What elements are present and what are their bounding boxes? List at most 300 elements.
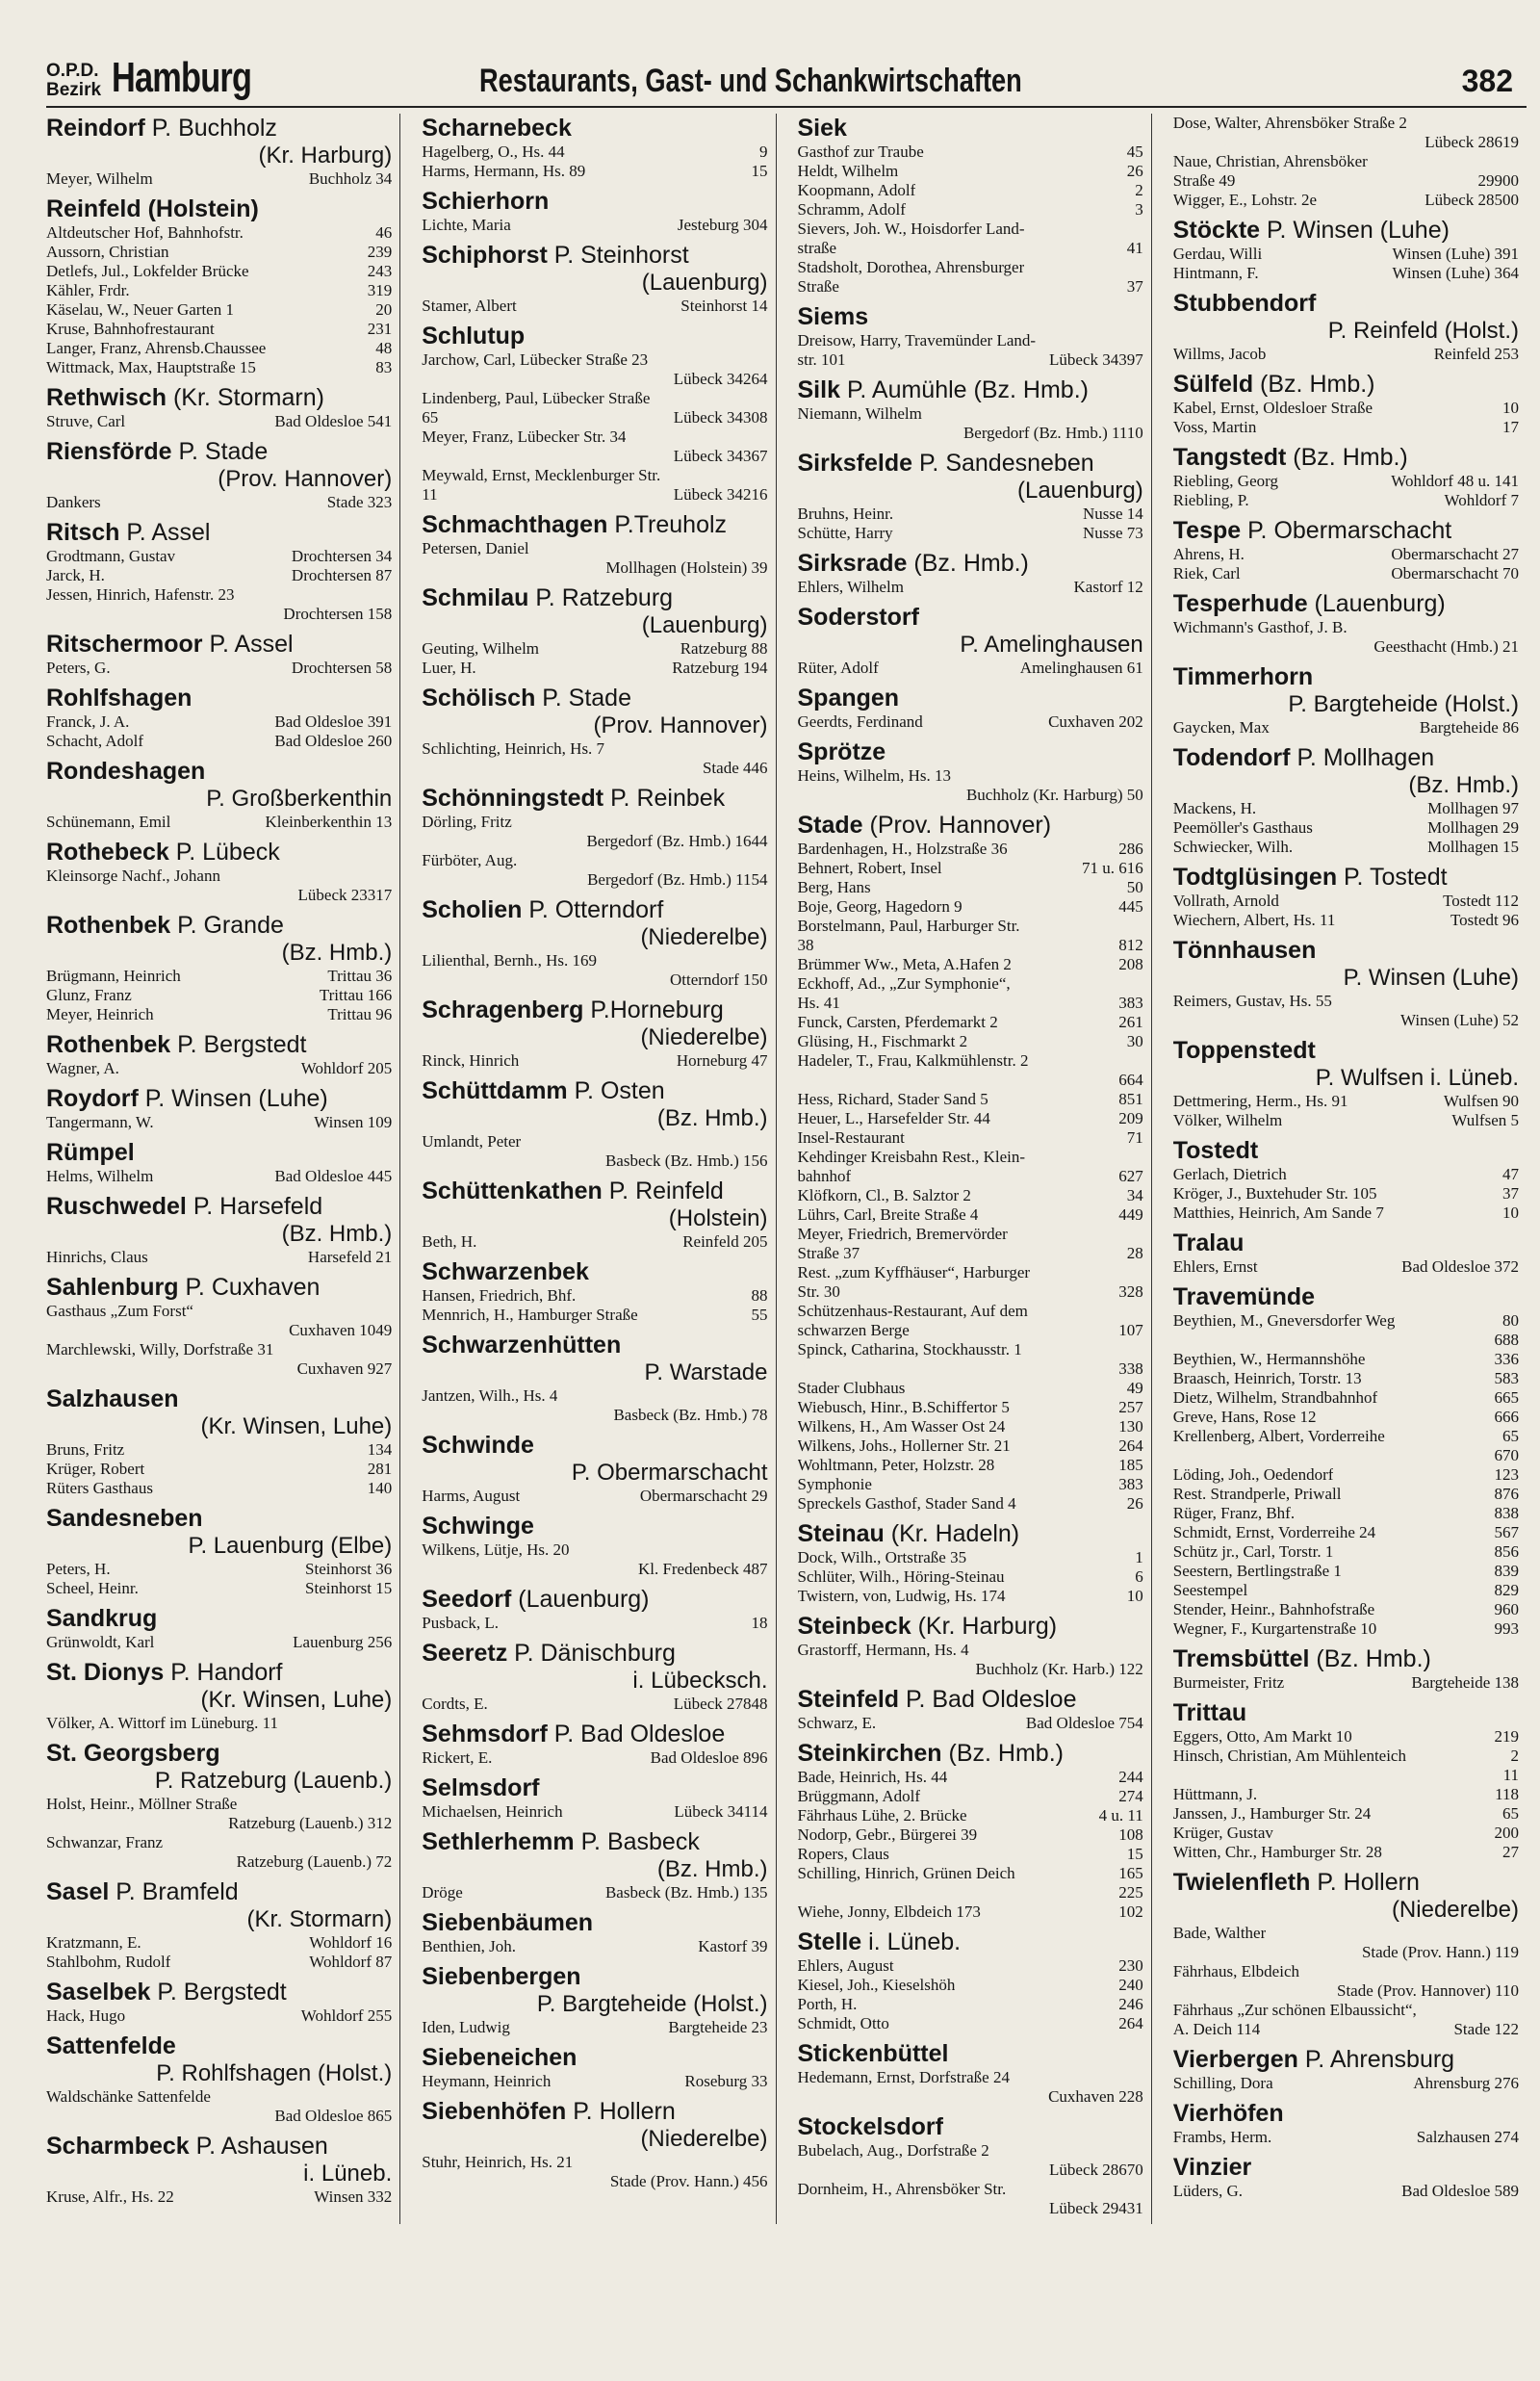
entry-name: Spreckels Gasthof, Stader Sand 4 bbox=[797, 1494, 1016, 1513]
post-office: P. Stade bbox=[178, 438, 269, 465]
entry-row bbox=[1173, 2074, 1519, 2093]
place-heading bbox=[422, 684, 767, 712]
post-office: P. Bergstedt bbox=[157, 1979, 287, 2006]
entry-value: 123 bbox=[1494, 1465, 1519, 1484]
post-office: P. Bramfeld bbox=[116, 1878, 239, 1905]
place-subheading: (Niederelbe) bbox=[1391, 1897, 1519, 1923]
entry-value: 231 bbox=[367, 320, 393, 338]
place-heading bbox=[798, 114, 1143, 142]
entry-name: Lührs, Carl, Breite Straße 4 bbox=[797, 1205, 979, 1224]
place-subheading: (Holstein) bbox=[668, 1205, 768, 1231]
place-section bbox=[1173, 589, 1519, 657]
entry-row bbox=[1173, 1785, 1519, 1804]
place-section bbox=[798, 1612, 1143, 1679]
place-section bbox=[422, 996, 767, 1071]
entry-name: Dietz, Wilhelm, Strandbahnhof bbox=[1172, 1388, 1378, 1407]
entry-value: 47 bbox=[1502, 1165, 1519, 1183]
entry-row bbox=[1173, 152, 1519, 171]
entry-name: 65 bbox=[422, 408, 439, 427]
entry-value: Tostedt 96 bbox=[1450, 911, 1519, 929]
entry-row bbox=[1173, 1350, 1519, 1369]
entry-name: Beythien, W., Hermannshöhe bbox=[1172, 1350, 1366, 1368]
place-name: Tremsbüttel bbox=[1172, 1645, 1310, 1672]
place-section bbox=[1173, 1868, 1519, 2039]
entry-name: Wittmack, Max, Hauptstraße 15 bbox=[46, 358, 256, 376]
place-section bbox=[798, 1519, 1143, 1606]
entry-row bbox=[798, 1714, 1143, 1733]
entry-name: Lüders, G. bbox=[1172, 2182, 1243, 2200]
entry-name: Klöfkorn, Cl., B. Salztor 2 bbox=[797, 1186, 971, 1204]
entry-name: Lichte, Maria bbox=[422, 216, 511, 234]
entry-row bbox=[798, 840, 1143, 859]
entry-row bbox=[798, 1825, 1143, 1845]
entry-row bbox=[798, 404, 1143, 424]
entry-value: Steinhorst 36 bbox=[305, 1560, 393, 1578]
entry-row bbox=[422, 1132, 767, 1152]
entry-value: 383 bbox=[1118, 1475, 1143, 1493]
post-office: (Bz. Hmb.) bbox=[1260, 371, 1375, 398]
entry-row bbox=[46, 1113, 392, 1132]
place-name: Seedorf bbox=[422, 1586, 512, 1613]
entry-name: Hintmann, F. bbox=[1172, 264, 1259, 282]
place-subheading: P. Amelinghausen bbox=[960, 632, 1143, 658]
entry-value: Obermarschacht 70 bbox=[1391, 564, 1519, 582]
entry-name: Bruns, Fritz bbox=[46, 1440, 125, 1459]
entry-row bbox=[1173, 799, 1519, 818]
entry-value: 71 u. 616 bbox=[1082, 859, 1143, 877]
place-heading bbox=[46, 1192, 392, 1221]
entry-value: Stade (Prov. Hann.) 119 bbox=[1361, 1943, 1519, 1961]
place-name: Schlutup bbox=[422, 323, 526, 349]
entry-name: Straße 37 bbox=[797, 1244, 860, 1262]
place-name: Tostedt bbox=[1172, 1137, 1259, 1164]
entry-value: Bad Oldesloe 754 bbox=[1025, 1714, 1143, 1732]
entry-value: 45 bbox=[1126, 142, 1143, 161]
column bbox=[422, 114, 776, 2224]
entry-value: Drochtersen 58 bbox=[291, 659, 393, 677]
entry-name: Langer, Franz, Ahrensb.Chaussee bbox=[46, 339, 267, 357]
entry-row bbox=[798, 142, 1143, 162]
place-heading bbox=[46, 630, 392, 659]
entry-name: Fährhaus „Zur schönen Elbaussicht“, bbox=[1172, 2001, 1417, 2019]
entry-value: Wohldorf 16 bbox=[309, 1933, 393, 1952]
post-office: P. Steinhorst bbox=[553, 242, 689, 269]
entry-name: Gerlach, Dietrich bbox=[1172, 1165, 1287, 1183]
place-heading bbox=[422, 1331, 767, 1359]
place-heading bbox=[422, 1512, 767, 1540]
entry-value: 208 bbox=[1118, 955, 1143, 973]
place-name: Schierhorn bbox=[422, 188, 550, 215]
place-heading bbox=[798, 2112, 1143, 2141]
post-office: P. Hollern bbox=[573, 2098, 676, 2125]
entry-row bbox=[1173, 1427, 1519, 1446]
entry-row bbox=[46, 986, 392, 1005]
entry-value: 200 bbox=[1494, 1824, 1519, 1842]
entry-name: Greve, Hans, Rose 12 bbox=[1172, 1408, 1317, 1426]
place-subheading: P. Lauenburg (Elbe) bbox=[188, 1533, 393, 1559]
entry-value: Wohldorf 205 bbox=[300, 1059, 393, 1077]
entry-value: Mollhagen 29 bbox=[1427, 818, 1519, 837]
entry-name: Dreisow, Harry, Travemünder Land- bbox=[797, 331, 1037, 349]
entry-name: 38 bbox=[797, 936, 814, 954]
place-section bbox=[46, 1138, 392, 1186]
entry-value: Bad Oldesloe 589 bbox=[1401, 2182, 1519, 2200]
entry-row bbox=[1173, 718, 1519, 738]
entry-value: 107 bbox=[1118, 1321, 1143, 1339]
entry-name: Stahlbohm, Rudolf bbox=[46, 1953, 171, 1971]
place-section bbox=[1173, 1698, 1519, 1862]
post-office: (Bz. Hmb.) bbox=[1316, 1645, 1431, 1672]
entry-row bbox=[1173, 1111, 1519, 1130]
entry-name: Schilling, Dora bbox=[1172, 2074, 1273, 2092]
place-heading bbox=[422, 1257, 767, 1286]
entry-row bbox=[798, 524, 1143, 543]
entry-row bbox=[798, 2068, 1143, 2087]
post-office: P. Hollern bbox=[1317, 1869, 1420, 1896]
entry-value: 812 bbox=[1118, 936, 1143, 954]
entry-name: Wilkens, Lütje, Hs. 20 bbox=[422, 1540, 570, 1559]
entry-value: Trittau 166 bbox=[319, 986, 393, 1004]
post-office: (Kr. Harburg) bbox=[917, 1613, 1058, 1640]
entry-row bbox=[46, 967, 392, 986]
entry-name: Hack, Hugo bbox=[46, 2006, 126, 2025]
entry-name: Schwanzar, Franz bbox=[46, 1833, 164, 1851]
place-name: Siems bbox=[797, 303, 869, 330]
place-section bbox=[1173, 1282, 1519, 1639]
entry-name: Behnert, Robert, Insel bbox=[797, 859, 942, 877]
place-name: Schüttenkathen bbox=[422, 1178, 603, 1204]
entry-name: Hansen, Friedrich, Bhf. bbox=[422, 1286, 577, 1305]
place-section bbox=[1173, 289, 1519, 364]
entry-name: Berg, Hans bbox=[797, 878, 871, 896]
entry-name: Hadeler, T., Frau, Kalkmühlenstr. 2 bbox=[797, 1051, 1029, 1070]
place-name: Stockelsdorf bbox=[797, 2113, 943, 2140]
entry-row bbox=[46, 2006, 392, 2026]
entry-name: Seestempel bbox=[1172, 1581, 1248, 1599]
entry-value: 960 bbox=[1494, 1600, 1519, 1618]
place-heading bbox=[798, 1739, 1143, 1768]
entry-row bbox=[422, 2018, 767, 2037]
entry-name: Fürböter, Aug. bbox=[422, 851, 518, 869]
entry-value: 264 bbox=[1118, 1436, 1143, 1455]
place-section bbox=[46, 1273, 392, 1379]
entry-value: 286 bbox=[1118, 840, 1143, 858]
post-office: P. Tostedt bbox=[1344, 864, 1448, 891]
place-subheading: (Kr. Winsen, Luhe) bbox=[200, 1687, 393, 1713]
place-name: Trittau bbox=[1172, 1699, 1247, 1726]
entry-row bbox=[46, 1005, 392, 1024]
place-section bbox=[422, 241, 767, 316]
post-office: P. Winsen (Luhe) bbox=[144, 1085, 328, 1112]
entry-row bbox=[422, 408, 767, 427]
entry-name: Straße bbox=[797, 277, 839, 296]
entry-name: Schützenhaus-Restaurant, Auf dem bbox=[797, 1302, 1028, 1320]
entry-value: Ratzeburg (Lauenb.) 312 bbox=[228, 1814, 393, 1832]
entry-row bbox=[422, 1232, 767, 1252]
page-number: 382 bbox=[1461, 64, 1513, 98]
place-heading bbox=[798, 2039, 1143, 2068]
entry-name: Schlüter, Wilh., Höring-Steinau bbox=[797, 1567, 1005, 1586]
place-heading bbox=[1173, 216, 1519, 245]
entry-name: A. Deich 114 bbox=[1172, 2020, 1261, 2038]
entry-name: Stuhr, Heinrich, Hs. 21 bbox=[422, 2153, 574, 2171]
entry-value: Reinfeld 205 bbox=[682, 1232, 768, 1251]
place-heading bbox=[422, 1076, 767, 1105]
entry-name: Wohltmann, Peter, Holzstr. 28 bbox=[797, 1456, 995, 1474]
entry-value: 17 bbox=[1502, 418, 1519, 436]
entry-name: Koopmann, Adolf bbox=[797, 181, 916, 199]
place-heading bbox=[798, 684, 1143, 712]
entry-name: Heldt, Wilhelm bbox=[797, 162, 899, 180]
entry-row bbox=[1173, 818, 1519, 838]
place-subheading: (Bz. Hmb.) bbox=[1408, 772, 1519, 798]
entry-row bbox=[798, 1282, 1143, 1302]
entry-value: Drochtersen 87 bbox=[291, 566, 393, 584]
entry-row bbox=[46, 732, 392, 751]
place-section bbox=[798, 449, 1143, 543]
entry-name: Meyer, Friedrich, Bremervörder bbox=[797, 1225, 1008, 1243]
post-office: P. Assel bbox=[209, 631, 294, 658]
entry-row bbox=[798, 1167, 1143, 1186]
post-office: P. Bad Oldesloe bbox=[906, 1686, 1077, 1713]
entry-value: 15 bbox=[1126, 1845, 1143, 1863]
entry-value: Steinhorst 15 bbox=[305, 1579, 393, 1597]
entry-value: Bargteheide 138 bbox=[1411, 1673, 1519, 1692]
entry-row bbox=[1173, 1388, 1519, 1408]
entry-name: Ahrens, H. bbox=[1172, 545, 1245, 563]
post-office: P. Harsefeld bbox=[192, 1193, 323, 1220]
entry-row bbox=[798, 766, 1143, 786]
entry-name: Schmidt, Otto bbox=[797, 2014, 889, 2032]
place-name: Sirksfelde bbox=[797, 450, 913, 477]
post-office: P. Buchholz bbox=[151, 115, 277, 142]
entry-name: Witten, Chr., Hamburger Str. 28 bbox=[1172, 1843, 1382, 1861]
entry-row bbox=[798, 1456, 1143, 1475]
entry-value: 230 bbox=[1118, 1956, 1143, 1975]
place-subheading: P. Warstade bbox=[644, 1359, 768, 1385]
section-title: Restaurants, Gast- und Schankwirtschaften bbox=[479, 63, 1022, 99]
entry-name: Sievers, Joh. W., Hoisdorfer Land- bbox=[797, 220, 1025, 238]
entry-row bbox=[422, 389, 767, 408]
entry-row bbox=[1173, 491, 1519, 510]
entry-name: Riebling, P. bbox=[1172, 491, 1249, 509]
place-name: Steinbeck bbox=[797, 1613, 911, 1640]
entry-name: Franck, J. A. bbox=[46, 712, 130, 731]
entry-value: Lübeck 28619 bbox=[1424, 133, 1519, 151]
place-section bbox=[46, 1604, 392, 1652]
place-subheading: P. Bargteheide (Holst.) bbox=[1288, 691, 1519, 717]
entry-name: Lilienthal, Bernh., Hs. 169 bbox=[422, 951, 598, 970]
entry-name: Heuer, L., Harsefelder Str. 44 bbox=[797, 1109, 990, 1127]
entry-name: Schramm, Adolf bbox=[797, 200, 906, 219]
place-name: Soderstorf bbox=[797, 604, 919, 631]
post-office: P. Bergstedt bbox=[177, 1031, 307, 1058]
place-heading bbox=[422, 996, 767, 1024]
entry-value: Lübeck 28500 bbox=[1424, 191, 1519, 209]
entry-value: Bargteheide 86 bbox=[1419, 718, 1519, 737]
entry-value: 26 bbox=[1126, 162, 1143, 180]
entry-name: Borstelmann, Paul, Harburger Str. bbox=[797, 917, 1020, 935]
place-heading bbox=[798, 1685, 1143, 1714]
entry-value: Bergedorf (Bz. Hmb.) 1110 bbox=[962, 424, 1143, 442]
place-name: Schwarzenbek bbox=[422, 1258, 589, 1285]
entry-row bbox=[798, 859, 1143, 878]
place-section bbox=[422, 2097, 767, 2191]
entry-value: 10 bbox=[1502, 1203, 1519, 1222]
place-heading bbox=[46, 1385, 392, 1413]
entry-value: Bad Oldesloe 445 bbox=[274, 1167, 393, 1185]
place-heading bbox=[46, 1030, 392, 1059]
place-name: Sandkrug bbox=[46, 1605, 158, 1632]
entry-value: Stade 323 bbox=[326, 493, 393, 511]
entry-row bbox=[46, 712, 392, 732]
place-name: Ritschermoor bbox=[46, 631, 203, 658]
entry-row bbox=[1173, 399, 1519, 418]
entry-row bbox=[46, 547, 392, 566]
post-office: P. Grande bbox=[177, 912, 284, 939]
entry-value: 15 bbox=[751, 162, 768, 180]
post-office: P. Ratzeburg bbox=[535, 584, 674, 611]
place-heading bbox=[1173, 2099, 1519, 2128]
entry-name: Brümmer Ww., Meta, A.Hafen 2 bbox=[797, 955, 1012, 973]
entry-value: 37 bbox=[1126, 277, 1143, 296]
entry-row bbox=[1173, 545, 1519, 564]
entry-row bbox=[422, 951, 767, 971]
entry-row bbox=[798, 878, 1143, 897]
entry-value: Wulfsen 90 bbox=[1443, 1092, 1519, 1110]
place-name: Toppenstedt bbox=[1172, 1037, 1316, 1064]
entry-row bbox=[422, 142, 767, 162]
entry-row bbox=[422, 1802, 767, 1822]
place-section bbox=[798, 1739, 1143, 1922]
entry-row bbox=[1173, 345, 1519, 364]
entry-name: Brügmann, Heinrich bbox=[46, 967, 181, 985]
entry-value: 665 bbox=[1494, 1388, 1519, 1407]
entry-value: 244 bbox=[1118, 1768, 1143, 1786]
entry-row bbox=[422, 851, 767, 870]
entry-row bbox=[1173, 1824, 1519, 1843]
place-heading bbox=[46, 1504, 392, 1533]
entry-name: Kruse, Alfr., Hs. 22 bbox=[46, 2187, 174, 2206]
entry-row bbox=[798, 1032, 1143, 1051]
entry-row bbox=[46, 300, 392, 320]
place-section bbox=[422, 1512, 767, 1579]
post-office: P. Assel bbox=[126, 519, 211, 546]
entry-row bbox=[1173, 1523, 1519, 1542]
post-office: P. Aumühle (Bz. Hmb.) bbox=[846, 376, 1089, 403]
entry-row bbox=[46, 1795, 392, 1814]
entry-name: Meyer, Wilhelm bbox=[46, 169, 153, 188]
entry-name: Jarchow, Carl, Lübecker Straße 23 bbox=[422, 350, 649, 369]
entry-name: Schilling, Hinrich, Grünen Deich bbox=[797, 1864, 1015, 1882]
entry-name: Michaelsen, Heinrich bbox=[422, 1802, 563, 1821]
place-section bbox=[46, 383, 392, 431]
entry-row bbox=[46, 867, 392, 886]
entry-value: Wohldorf 87 bbox=[309, 1953, 393, 1971]
entry-value: 383 bbox=[1118, 994, 1143, 1012]
entry-row bbox=[798, 1148, 1143, 1167]
place-name: Spangen bbox=[797, 685, 900, 712]
post-office: (Lauenburg) bbox=[518, 1586, 650, 1613]
place-subheading: (Bz. Hmb.) bbox=[656, 1856, 768, 1882]
entry-value: 274 bbox=[1118, 1787, 1143, 1805]
post-office: (Bz. Hmb.) bbox=[913, 550, 1029, 577]
entry-value: Lübeck 23317 bbox=[297, 886, 393, 904]
place-name: Scholien bbox=[422, 896, 523, 923]
entry-name: Bade, Walther bbox=[1172, 1924, 1267, 1942]
place-name: Sehmsdorf bbox=[422, 1721, 548, 1747]
entry-value: Ratzeburg 194 bbox=[672, 659, 768, 677]
place-heading bbox=[1173, 863, 1519, 892]
entry-name: Boje, Georg, Hagedorn 9 bbox=[797, 897, 962, 916]
entry-value: Cuxhaven 202 bbox=[1048, 712, 1143, 731]
entry-value: Lübeck 29431 bbox=[1049, 2199, 1143, 2217]
entry-name: Rest. „zum Kyffhäuser“, Harburger bbox=[797, 1263, 1031, 1281]
entry-name: Schacht, Adolf bbox=[46, 732, 144, 750]
entry-name: Geerdts, Ferdinand bbox=[797, 712, 923, 731]
entry-row bbox=[422, 1286, 767, 1306]
entry-row bbox=[1173, 171, 1519, 191]
entry-value: 239 bbox=[367, 243, 393, 261]
entry-value: 102 bbox=[1118, 1902, 1143, 1921]
place-section bbox=[46, 518, 392, 624]
place-subheading: (Prov. Hannover) bbox=[593, 712, 768, 738]
place-name: Steinfeld bbox=[797, 1686, 900, 1713]
entry-row bbox=[1173, 1092, 1519, 1111]
entry-value: Stade (Prov. Hannover) 110 bbox=[1336, 1981, 1519, 2000]
entry-name: Dose, Walter, Ahrensböker Straße 2 bbox=[1172, 114, 1407, 132]
entry-name: Stader Clubhaus bbox=[797, 1379, 906, 1397]
entry-row bbox=[46, 1340, 392, 1359]
place-heading bbox=[1173, 1282, 1519, 1311]
place-heading bbox=[46, 1604, 392, 1633]
entry-name: Grünwoldt, Karl bbox=[46, 1633, 155, 1651]
place-name: Schmachthagen bbox=[422, 511, 608, 538]
entry-name: Harms, Hermann, Hs. 89 bbox=[422, 162, 586, 180]
entry-row bbox=[798, 1475, 1143, 1494]
entry-row bbox=[798, 1244, 1143, 1263]
entry-value: Lübeck 34367 bbox=[673, 447, 768, 465]
entry-value: Bad Oldesloe 541 bbox=[274, 412, 393, 430]
entry-name: Harms, August bbox=[422, 1487, 521, 1505]
place-heading bbox=[46, 518, 392, 547]
entry-name: Ehlers, Wilhelm bbox=[797, 578, 904, 596]
entry-value: 80 bbox=[1502, 1311, 1519, 1330]
entry-name: Wilkens, Johs., Hollerner Str. 21 bbox=[797, 1436, 1011, 1455]
entry-value: 583 bbox=[1494, 1369, 1519, 1387]
entry-row bbox=[46, 1933, 392, 1953]
place-name: Todendorf bbox=[1172, 744, 1291, 771]
entry-row bbox=[46, 1302, 392, 1321]
entry-value: Lübeck 34114 bbox=[674, 1802, 768, 1821]
entry-row bbox=[422, 1051, 767, 1071]
entry-value: Kleinberkenthin 13 bbox=[265, 813, 393, 831]
entry-name: Rüter, Adolf bbox=[797, 659, 879, 677]
entry-name: Grodtmann, Gustav bbox=[46, 547, 176, 565]
place-heading bbox=[46, 1273, 392, 1302]
place-heading bbox=[46, 114, 392, 142]
entry-row bbox=[798, 220, 1143, 239]
entry-row bbox=[798, 1976, 1143, 1995]
post-office: P. Dänischburg bbox=[514, 1640, 676, 1667]
post-office: P. Basbeck bbox=[580, 1828, 700, 1855]
entry-name: Schütte, Harry bbox=[797, 524, 893, 542]
entry-row bbox=[422, 485, 767, 505]
place-heading bbox=[46, 757, 392, 786]
entry-row bbox=[798, 162, 1143, 181]
place-heading bbox=[422, 322, 767, 350]
place-heading bbox=[422, 2043, 767, 2072]
